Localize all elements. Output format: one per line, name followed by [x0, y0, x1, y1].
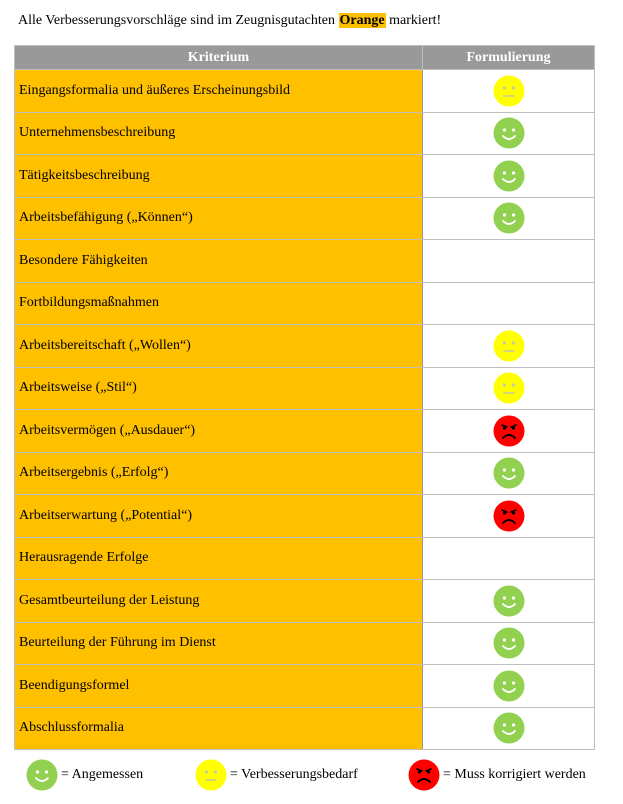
table-row: [15, 452, 595, 495]
happy-smiley-icon: [493, 712, 525, 744]
criterion-cell: Unternehmensbeschreibung: [15, 112, 423, 155]
legend: [26, 758, 606, 792]
happy-smiley-icon: [493, 585, 525, 617]
table-row: [15, 325, 595, 368]
table-header-row: [15, 46, 595, 70]
table-body: [15, 70, 595, 750]
table-row: [15, 367, 595, 410]
table-row: [15, 240, 595, 283]
table-row: [15, 282, 595, 325]
criterion-cell: Arbeitsbefähigung („Können“): [15, 197, 423, 240]
rating-cell: [423, 240, 595, 283]
column-header-criterion: Kriterium: [15, 46, 423, 70]
intro-text: [18, 12, 441, 30]
neutral-smiley-icon: [493, 372, 525, 404]
neutral-smiley-icon: [493, 330, 525, 362]
criterion-cell: Fortbildungsmaßnahmen: [15, 282, 423, 325]
intro-text-after: markiert!: [385, 13, 442, 28]
sad-smiley-icon: [493, 500, 525, 532]
criterion-cell: Herausragende Erfolge: [15, 537, 423, 580]
legend-label-yellow: = Verbesserungsbedarf: [230, 767, 358, 782]
criterion-cell: Abschlussformalia: [15, 707, 423, 750]
rating-cell: [423, 282, 595, 325]
table-row: [15, 537, 595, 580]
happy-smiley-icon: [26, 759, 58, 791]
legend-item-red: [408, 758, 586, 792]
criterion-cell: Arbeitsweise („Stil“): [15, 367, 423, 410]
legend-label-green: = Angemessen: [61, 767, 144, 782]
table-row: [15, 495, 595, 538]
criterion-cell: Beurteilung der Führung im Dienst: [15, 622, 423, 665]
happy-smiley-icon: [493, 160, 525, 192]
rating-cell: [423, 197, 595, 240]
criterion-cell: Eingangsformalia und äußeres Erscheinungsbild: [15, 70, 423, 113]
table-row: [15, 622, 595, 665]
rating-cell: [423, 452, 595, 495]
legend-item-yellow: [195, 758, 358, 792]
criterion-cell: Besondere Fähigkeiten: [15, 240, 423, 283]
table-row: [15, 70, 595, 113]
rating-cell: [423, 707, 595, 750]
rating-cell: [423, 325, 595, 368]
table-row: [15, 410, 595, 453]
happy-smiley-icon: [493, 457, 525, 489]
rating-cell: [423, 537, 595, 580]
rating-cell: [423, 580, 595, 623]
rating-cell: [423, 155, 595, 198]
table-row: [15, 580, 595, 623]
sad-smiley-icon: [493, 415, 525, 447]
column-header-rating: Formulierung: [423, 46, 595, 70]
rating-cell: [423, 665, 595, 708]
sad-smiley-icon: [408, 759, 440, 791]
rating-cell: [423, 495, 595, 538]
criterion-cell: Arbeitserwartung („Potential“): [15, 495, 423, 538]
neutral-smiley-icon: [195, 759, 227, 791]
happy-smiley-icon: [493, 117, 525, 149]
rating-cell: [423, 410, 595, 453]
happy-smiley-icon: [493, 670, 525, 702]
legend-item-green: [26, 758, 143, 792]
intro-highlight-orange: Orange: [339, 13, 385, 28]
criterion-cell: Arbeitsbereitschaft („Wollen“): [15, 325, 423, 368]
criterion-cell: Beendigungsformel: [15, 665, 423, 708]
assessment-table: [14, 45, 595, 750]
table-row: [15, 707, 595, 750]
table-row: [15, 112, 595, 155]
table-row: [15, 197, 595, 240]
legend-label-red: = Muss korrigiert werden: [443, 767, 586, 782]
criterion-cell: Gesamtbeurteilung der Leistung: [15, 580, 423, 623]
rating-cell: [423, 112, 595, 155]
criterion-cell: Arbeitsvermögen („Ausdauer“): [15, 410, 423, 453]
rating-cell: [423, 622, 595, 665]
happy-smiley-icon: [493, 627, 525, 659]
rating-cell: [423, 70, 595, 113]
table-row: [15, 665, 595, 708]
rating-cell: [423, 367, 595, 410]
table-row: [15, 155, 595, 198]
happy-smiley-icon: [493, 202, 525, 234]
criterion-cell: Tätigkeitsbeschreibung: [15, 155, 423, 198]
neutral-smiley-icon: [493, 75, 525, 107]
criterion-cell: Arbeitsergebnis („Erfolg“): [15, 452, 423, 495]
intro-text-before: Alle Verbesserungsvorschläge sind im Zeugnisgutachten: [18, 13, 339, 28]
